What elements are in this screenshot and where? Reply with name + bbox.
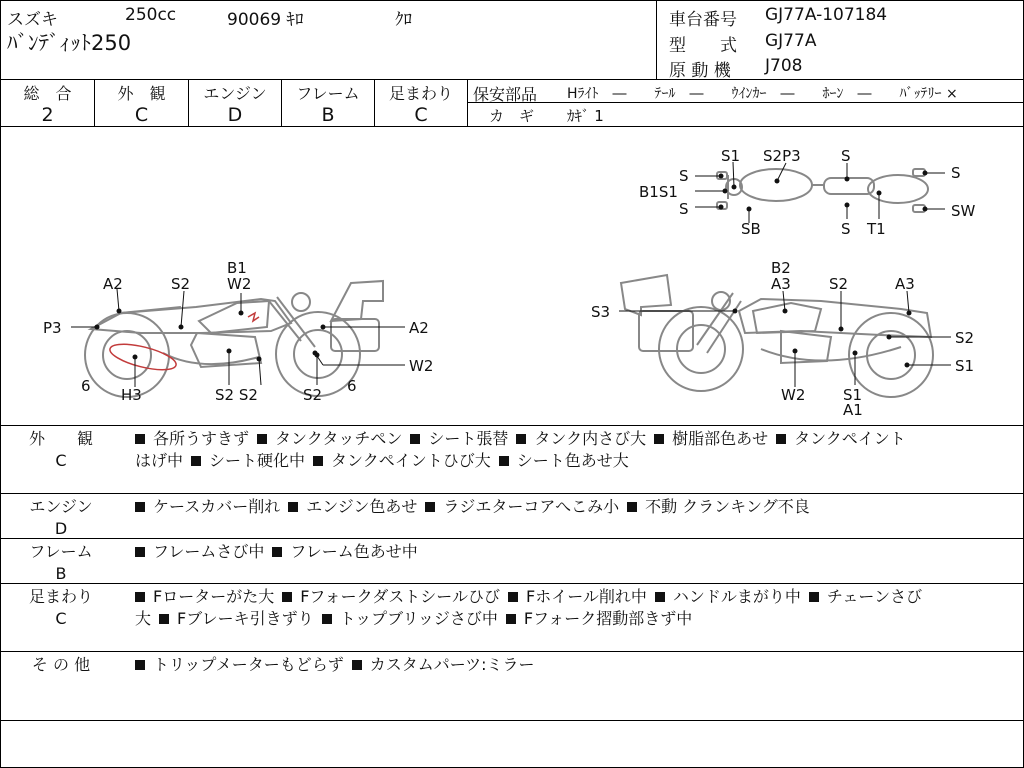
diagram-label: S [679, 200, 689, 218]
model-type-value: GJ77A [765, 31, 817, 51]
note: Fブレーキ引きずり [177, 609, 314, 628]
note: はげ中 [135, 451, 184, 470]
section-exterior-notes [135, 428, 1015, 472]
diagram-label: A2 [103, 275, 123, 293]
section-grade: B [55, 564, 67, 583]
diagram-label: S [679, 167, 689, 185]
divider [1, 538, 1023, 539]
diagram-label: A2 [409, 319, 429, 337]
note: 各所うすきず [153, 429, 250, 448]
diagram-label: S2 [955, 329, 975, 347]
key-value: ｶｷﾞ 1 [567, 107, 604, 125]
note: Fホイール削れ中 [525, 587, 647, 606]
divider [468, 102, 1023, 103]
section-exterior-title [1, 428, 121, 472]
grade-exterior [95, 81, 188, 126]
section-chassis-notes [135, 586, 1015, 630]
diagram-label: S [841, 147, 851, 165]
section-title: 外 観 [28, 429, 93, 448]
note: チェーンさび [826, 587, 923, 606]
diagram-label: P3 [43, 319, 62, 337]
maker: スズキ [7, 10, 58, 30]
divider [1, 651, 1023, 652]
section-chassis-title [1, 586, 121, 630]
section-engine-notes [135, 496, 1015, 518]
grade-chassis-label: 足まわり [388, 84, 453, 103]
section-grade: C [55, 609, 67, 628]
note: ハンドルまがり中 [672, 587, 801, 606]
diagram-label: A3 [771, 275, 791, 293]
diagram-label: 6 [81, 377, 91, 395]
grade-chassis [375, 81, 467, 126]
note: エンジン色あせ [306, 497, 418, 516]
diagram-label: A1 [843, 401, 863, 419]
note: 大 [135, 609, 152, 628]
section-other-title [1, 654, 121, 676]
diagram-label: B1 [227, 259, 247, 277]
section-title: 足まわり [28, 587, 93, 606]
divider [1, 79, 1023, 80]
note: タンクタッチペン [275, 429, 403, 448]
section-title: フレーム [29, 542, 93, 561]
diagram-label: B2 [771, 259, 791, 277]
note: Fフォークダストシールひび [300, 587, 500, 606]
section-other-notes [135, 654, 1015, 676]
grade-frame-value: B [321, 104, 335, 126]
diagram-label: SB [741, 220, 761, 238]
model-name: ﾊﾞﾝﾃﾞｨｯﾄ250 [7, 31, 132, 55]
section-title: そ の 他 [31, 655, 91, 674]
note: 不動 クランキング不良 [645, 497, 810, 516]
diagram-label: W2 [781, 386, 806, 404]
diagram-label: W2 [227, 275, 252, 293]
grade-chassis-value: C [414, 104, 428, 126]
diagram-label: S3 [591, 303, 611, 321]
divider [1, 583, 1023, 584]
diagram-label: S2P3 [763, 147, 801, 165]
section-grade: D [54, 519, 68, 538]
right-side-bike [621, 275, 933, 397]
diagram-label: B1S1 [639, 183, 678, 201]
note: 樹脂部色あせ [672, 429, 769, 448]
motorcycle-damage-diagram [1, 127, 1023, 425]
section-engine-title [1, 496, 121, 540]
header-divider [656, 1, 657, 79]
note: シート硬化中 [209, 451, 306, 470]
section-frame-notes [135, 541, 1015, 563]
note: タンクペイント [794, 429, 906, 448]
model-type-label: 型 式 [669, 36, 737, 56]
engine-code-label: 原 動 機 [669, 61, 731, 81]
grade-frame [282, 81, 374, 126]
note: タンクペイントひび大 [331, 451, 491, 470]
note: ラジエターコアへこみ小 [443, 497, 620, 516]
note: シート張替 [428, 429, 509, 448]
grade-engine [189, 81, 281, 126]
engine-code-value: J708 [765, 56, 803, 76]
diagram-label: T1 [867, 220, 886, 238]
diagram-label: S1 [721, 147, 741, 165]
grade-overall [1, 81, 94, 126]
diagram-label: S1 [955, 357, 975, 375]
note: カスタムパーツ:ミラー [369, 655, 535, 674]
grade-engine-value: D [227, 104, 243, 126]
diagram-label: H3 [121, 386, 142, 404]
color: ｸﾛ [395, 10, 412, 30]
key-label: カ ギ [489, 107, 535, 125]
divider [1, 720, 1023, 721]
section-title: エンジン [29, 497, 93, 516]
diagram-label: S [841, 220, 851, 238]
diagram-label: S [951, 164, 961, 182]
diagram-label: S2 [829, 275, 849, 293]
chassis-number-value: GJ77A-107184 [765, 5, 888, 25]
grade-engine-label: エンジン [203, 84, 267, 103]
grade-frame-label: フレーム [296, 84, 360, 103]
diagram-label: 6 [347, 377, 357, 395]
note: フレームさび中 [153, 542, 265, 561]
grade-overall-value: 2 [41, 104, 54, 126]
section-grade: C [55, 451, 67, 470]
top-view-bike [717, 169, 928, 212]
note: タンク内さび大 [534, 429, 647, 448]
safety-parts-label: 保安部品 [473, 85, 538, 104]
divider [1, 425, 1023, 426]
note: シート色あせ大 [516, 451, 629, 470]
diagram-label: S2 [303, 386, 323, 404]
diagram-label: W2 [409, 357, 434, 375]
displacement: 250cc [125, 5, 177, 25]
grade-overall-label: 総 合 [23, 84, 72, 103]
note: トリップメーターもどらず [153, 655, 344, 674]
diagram-label: S2 S2 [215, 386, 258, 404]
note: ケースカバー削れ [153, 497, 281, 516]
diagram-label: SW [951, 202, 976, 220]
diagram-label: S1 [843, 386, 863, 404]
note: トップブリッジさび中 [339, 609, 498, 628]
grade-exterior-label: 外 観 [117, 84, 166, 103]
safety-parts-items: Hﾗｲﾄ ― ﾃｰﾙ ― ｳｲﾝｶｰ ― ﾎｰﾝ ― ﾊﾞｯﾃﾘｰ × [567, 86, 958, 102]
note: フレーム色あせ中 [290, 542, 418, 561]
divider [1, 493, 1023, 494]
chassis-number-label: 車台番号 [669, 10, 737, 30]
grade-exterior-value: C [134, 104, 149, 126]
note: Fローターがた大 [153, 587, 275, 606]
diagram-label: A3 [895, 275, 915, 293]
mileage: 90069 ｷﾛ [227, 10, 304, 30]
section-frame-title [1, 541, 121, 585]
diagram-label: S2 [171, 275, 191, 293]
note: Fフォーク摺動部きず中 [523, 609, 693, 628]
left-side-bike [85, 281, 383, 397]
